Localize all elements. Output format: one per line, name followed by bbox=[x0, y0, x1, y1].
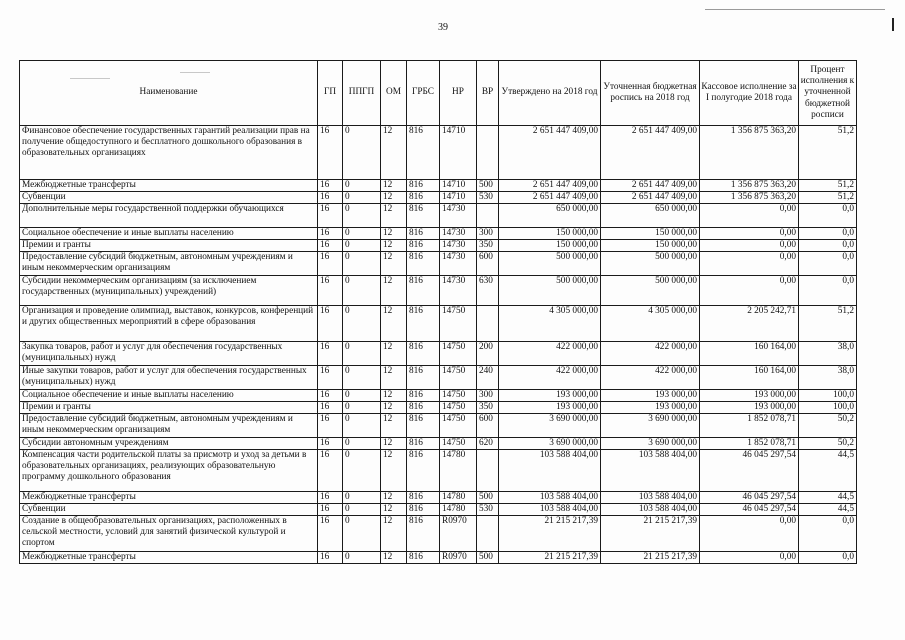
vr-cell bbox=[477, 450, 499, 492]
nr-cell: 14730 bbox=[440, 228, 477, 240]
col-header-grbs: ГРБС bbox=[407, 61, 440, 126]
vr-cell: 630 bbox=[477, 276, 499, 306]
cash-amount-cell: 0,00 bbox=[700, 240, 799, 252]
col-header-cash: Кассовое исполнение за I полугодие 2018 года bbox=[700, 61, 799, 126]
table-header-row bbox=[20, 61, 857, 126]
cash-amount-cell: 0,00 bbox=[700, 252, 799, 276]
refined-amount-cell: 2 651 447 409,00 bbox=[601, 180, 700, 192]
ppgp-cell: 0 bbox=[343, 402, 381, 414]
col-header-nr: НР bbox=[440, 61, 477, 126]
om-cell: 12 bbox=[381, 402, 407, 414]
approved-amount-cell: 2 651 447 409,00 bbox=[499, 192, 601, 204]
approved-amount-cell: 103 588 404,00 bbox=[499, 492, 601, 504]
nr-cell: 14730 bbox=[440, 204, 477, 228]
cash-amount-cell: 46 045 297,54 bbox=[700, 492, 799, 504]
percent-cell: 0,0 bbox=[799, 228, 857, 240]
percent-cell: 44,5 bbox=[799, 492, 857, 504]
percent-cell: 100,0 bbox=[799, 402, 857, 414]
ppgp-cell: 0 bbox=[343, 228, 381, 240]
nr-cell: 14780 bbox=[440, 450, 477, 492]
grbs-cell: 816 bbox=[407, 390, 440, 402]
col-header-percent: Процент исполнения к уточненной бюджетной росписи bbox=[799, 61, 857, 126]
vr-cell: 350 bbox=[477, 240, 499, 252]
ppgp-cell: 0 bbox=[343, 438, 381, 450]
table-row bbox=[20, 438, 857, 450]
gp-cell: 16 bbox=[318, 276, 343, 306]
ppgp-cell: 0 bbox=[343, 276, 381, 306]
row-name-cell: Субвенции bbox=[20, 192, 318, 204]
gp-cell: 16 bbox=[318, 204, 343, 228]
table-row bbox=[20, 252, 857, 276]
ppgp-cell: 0 bbox=[343, 492, 381, 504]
cash-amount-cell: 1 356 875 363,20 bbox=[700, 126, 799, 180]
vr-cell: 300 bbox=[477, 228, 499, 240]
percent-cell: 0,0 bbox=[799, 552, 857, 564]
refined-amount-cell: 422 000,00 bbox=[601, 366, 700, 390]
row-name-cell: Дополнительные меры государственной поддержки обучающихся bbox=[20, 204, 318, 228]
gp-cell: 16 bbox=[318, 228, 343, 240]
table-row bbox=[20, 180, 857, 192]
cash-amount-cell: 1 852 078,71 bbox=[700, 414, 799, 438]
table-row bbox=[20, 552, 857, 564]
om-cell: 12 bbox=[381, 192, 407, 204]
cash-amount-cell: 1 356 875 363,20 bbox=[700, 180, 799, 192]
table-row bbox=[20, 414, 857, 438]
table-row bbox=[20, 504, 857, 516]
nr-cell: R0970 bbox=[440, 516, 477, 552]
approved-amount-cell: 21 215 217,39 bbox=[499, 516, 601, 552]
row-name-cell: Субсидии некоммерческим организациям (за исключением государственных (муниципальных) учреждений) bbox=[20, 276, 318, 306]
percent-cell: 0,0 bbox=[799, 240, 857, 252]
grbs-cell: 816 bbox=[407, 504, 440, 516]
percent-cell: 44,5 bbox=[799, 504, 857, 516]
approved-amount-cell: 2 651 447 409,00 bbox=[499, 126, 601, 180]
vr-cell bbox=[477, 306, 499, 342]
om-cell: 12 bbox=[381, 240, 407, 252]
nr-cell: 14710 bbox=[440, 180, 477, 192]
row-name-cell: Создание в общеобразовательных организациях, расположенных в сельской местности, условий для занятий физической культурой и спортом bbox=[20, 516, 318, 552]
vr-cell: 600 bbox=[477, 252, 499, 276]
nr-cell: 14750 bbox=[440, 438, 477, 450]
approved-amount-cell: 21 215 217,39 bbox=[499, 552, 601, 564]
cash-amount-cell: 0,00 bbox=[700, 204, 799, 228]
approved-amount-cell: 150 000,00 bbox=[499, 240, 601, 252]
scan-edge-line bbox=[705, 9, 885, 10]
grbs-cell: 816 bbox=[407, 414, 440, 438]
ppgp-cell: 0 bbox=[343, 192, 381, 204]
grbs-cell: 816 bbox=[407, 228, 440, 240]
gp-cell: 16 bbox=[318, 516, 343, 552]
row-name-cell: Социальное обеспечение и иные выплаты населению bbox=[20, 228, 318, 240]
approved-amount-cell: 103 588 404,00 bbox=[499, 450, 601, 492]
gp-cell: 16 bbox=[318, 552, 343, 564]
ppgp-cell: 0 bbox=[343, 366, 381, 390]
grbs-cell: 816 bbox=[407, 492, 440, 504]
grbs-cell: 816 bbox=[407, 306, 440, 342]
nr-cell: 14750 bbox=[440, 414, 477, 438]
gp-cell: 16 bbox=[318, 342, 343, 366]
nr-cell: 14750 bbox=[440, 366, 477, 390]
budget-table bbox=[19, 60, 857, 564]
om-cell: 12 bbox=[381, 504, 407, 516]
vr-cell: 600 bbox=[477, 414, 499, 438]
om-cell: 12 bbox=[381, 492, 407, 504]
cash-amount-cell: 193 000,00 bbox=[700, 402, 799, 414]
approved-amount-cell: 650 000,00 bbox=[499, 204, 601, 228]
refined-amount-cell: 21 215 217,39 bbox=[601, 552, 700, 564]
gp-cell: 16 bbox=[318, 504, 343, 516]
table-row bbox=[20, 306, 857, 342]
refined-amount-cell: 103 588 404,00 bbox=[601, 492, 700, 504]
gp-cell: 16 bbox=[318, 180, 343, 192]
refined-amount-cell: 103 588 404,00 bbox=[601, 504, 700, 516]
ppgp-cell: 0 bbox=[343, 342, 381, 366]
gp-cell: 16 bbox=[318, 306, 343, 342]
refined-amount-cell: 150 000,00 bbox=[601, 240, 700, 252]
grbs-cell: 816 bbox=[407, 342, 440, 366]
row-name-cell: Финансовое обеспечение государственных гарантий реализации прав на получение общедоступного и бесплатного дошкольного образования в образовательных организациях bbox=[20, 126, 318, 180]
om-cell: 12 bbox=[381, 552, 407, 564]
col-header-om: ОМ bbox=[381, 61, 407, 126]
gp-cell: 16 bbox=[318, 438, 343, 450]
percent-cell: 38,0 bbox=[799, 342, 857, 366]
nr-cell: 14750 bbox=[440, 402, 477, 414]
ppgp-cell: 0 bbox=[343, 390, 381, 402]
approved-amount-cell: 2 651 447 409,00 bbox=[499, 180, 601, 192]
om-cell: 12 bbox=[381, 180, 407, 192]
percent-cell: 51,2 bbox=[799, 306, 857, 342]
ppgp-cell: 0 bbox=[343, 516, 381, 552]
percent-cell: 50,2 bbox=[799, 414, 857, 438]
vr-cell: 500 bbox=[477, 552, 499, 564]
approved-amount-cell: 193 000,00 bbox=[499, 402, 601, 414]
om-cell: 12 bbox=[381, 390, 407, 402]
row-name-cell: Межбюджетные трансферты bbox=[20, 492, 318, 504]
table-row bbox=[20, 516, 857, 552]
gp-cell: 16 bbox=[318, 192, 343, 204]
row-name-cell: Компенсация части родительской платы за присмотр и уход за детьми в образовательных организациях, реализующих образовательную программу дошкольного образования bbox=[20, 450, 318, 492]
refined-amount-cell: 193 000,00 bbox=[601, 390, 700, 402]
nr-cell: 14730 bbox=[440, 240, 477, 252]
approved-amount-cell: 3 690 000,00 bbox=[499, 438, 601, 450]
nr-cell: 14750 bbox=[440, 342, 477, 366]
grbs-cell: 816 bbox=[407, 204, 440, 228]
refined-amount-cell: 4 305 000,00 bbox=[601, 306, 700, 342]
row-name-cell: Социальное обеспечение и иные выплаты населению bbox=[20, 390, 318, 402]
ppgp-cell: 0 bbox=[343, 306, 381, 342]
percent-cell: 38,0 bbox=[799, 366, 857, 390]
percent-cell: 44,5 bbox=[799, 450, 857, 492]
refined-amount-cell: 500 000,00 bbox=[601, 252, 700, 276]
vr-cell: 500 bbox=[477, 492, 499, 504]
table-row bbox=[20, 240, 857, 252]
approved-amount-cell: 103 588 404,00 bbox=[499, 504, 601, 516]
row-name-cell: Премии и гранты bbox=[20, 402, 318, 414]
approved-amount-cell: 150 000,00 bbox=[499, 228, 601, 240]
cash-amount-cell: 2 205 242,71 bbox=[700, 306, 799, 342]
refined-amount-cell: 150 000,00 bbox=[601, 228, 700, 240]
om-cell: 12 bbox=[381, 306, 407, 342]
nr-cell: R0970 bbox=[440, 552, 477, 564]
row-name-cell: Субсидии автономным учреждениям bbox=[20, 438, 318, 450]
cash-amount-cell: 0,00 bbox=[700, 228, 799, 240]
gp-cell: 16 bbox=[318, 492, 343, 504]
percent-cell: 0,0 bbox=[799, 204, 857, 228]
ppgp-cell: 0 bbox=[343, 126, 381, 180]
gp-cell: 16 bbox=[318, 126, 343, 180]
grbs-cell: 816 bbox=[407, 552, 440, 564]
cash-amount-cell: 160 164,00 bbox=[700, 366, 799, 390]
cash-amount-cell: 1 852 078,71 bbox=[700, 438, 799, 450]
cash-amount-cell: 46 045 297,54 bbox=[700, 450, 799, 492]
om-cell: 12 bbox=[381, 414, 407, 438]
ppgp-cell: 0 bbox=[343, 552, 381, 564]
ppgp-cell: 0 bbox=[343, 240, 381, 252]
percent-cell: 0,0 bbox=[799, 516, 857, 552]
ppgp-cell: 0 bbox=[343, 180, 381, 192]
refined-amount-cell: 21 215 217,39 bbox=[601, 516, 700, 552]
approved-amount-cell: 500 000,00 bbox=[499, 252, 601, 276]
col-header-refined: Уточненная бюджетная роспись на 2018 год bbox=[601, 61, 700, 126]
grbs-cell: 816 bbox=[407, 402, 440, 414]
nr-cell: 14730 bbox=[440, 276, 477, 306]
approved-amount-cell: 500 000,00 bbox=[499, 276, 601, 306]
grbs-cell: 816 bbox=[407, 276, 440, 306]
cash-amount-cell: 0,00 bbox=[700, 516, 799, 552]
cash-amount-cell: 1 356 875 363,20 bbox=[700, 192, 799, 204]
table-row bbox=[20, 366, 857, 390]
vr-cell bbox=[477, 204, 499, 228]
col-header-gp: ГП bbox=[318, 61, 343, 126]
gp-cell: 16 bbox=[318, 252, 343, 276]
vr-cell: 530 bbox=[477, 504, 499, 516]
nr-cell: 14780 bbox=[440, 504, 477, 516]
page-number: 39 bbox=[438, 22, 448, 33]
gp-cell: 16 bbox=[318, 240, 343, 252]
grbs-cell: 816 bbox=[407, 252, 440, 276]
row-name-cell: Иные закупки товаров, работ и услуг для обеспечения государственных (муниципальных) нужд bbox=[20, 366, 318, 390]
percent-cell: 51,2 bbox=[799, 192, 857, 204]
grbs-cell: 816 bbox=[407, 192, 440, 204]
om-cell: 12 bbox=[381, 204, 407, 228]
refined-amount-cell: 2 651 447 409,00 bbox=[601, 192, 700, 204]
nr-cell: 14710 bbox=[440, 192, 477, 204]
row-name-cell: Межбюджетные трансферты bbox=[20, 552, 318, 564]
grbs-cell: 816 bbox=[407, 450, 440, 492]
table-row bbox=[20, 342, 857, 366]
col-header-vr: ВР bbox=[477, 61, 499, 126]
gp-cell: 16 bbox=[318, 402, 343, 414]
refined-amount-cell: 650 000,00 bbox=[601, 204, 700, 228]
row-name-cell: Организация и проведение олимпиад, выставок, конкурсов, конференций и других общественных мероприятий в сфере образования bbox=[20, 306, 318, 342]
vr-cell: 200 bbox=[477, 342, 499, 366]
percent-cell: 51,2 bbox=[799, 126, 857, 180]
col-header-approved: Утверждено на 2018 год bbox=[499, 61, 601, 126]
approved-amount-cell: 422 000,00 bbox=[499, 366, 601, 390]
vr-cell bbox=[477, 126, 499, 180]
table-row bbox=[20, 492, 857, 504]
row-name-cell: Межбюджетные трансферты bbox=[20, 180, 318, 192]
approved-amount-cell: 422 000,00 bbox=[499, 342, 601, 366]
table-row bbox=[20, 276, 857, 306]
om-cell: 12 bbox=[381, 438, 407, 450]
percent-cell: 100,0 bbox=[799, 390, 857, 402]
vr-cell: 350 bbox=[477, 402, 499, 414]
ppgp-cell: 0 bbox=[343, 504, 381, 516]
nr-cell: 14780 bbox=[440, 492, 477, 504]
cash-amount-cell: 0,00 bbox=[700, 552, 799, 564]
cash-amount-cell: 0,00 bbox=[700, 276, 799, 306]
grbs-cell: 816 bbox=[407, 240, 440, 252]
om-cell: 12 bbox=[381, 228, 407, 240]
refined-amount-cell: 3 690 000,00 bbox=[601, 414, 700, 438]
vr-cell: 300 bbox=[477, 390, 499, 402]
gp-cell: 16 bbox=[318, 390, 343, 402]
nr-cell: 14730 bbox=[440, 252, 477, 276]
grbs-cell: 816 bbox=[407, 438, 440, 450]
om-cell: 12 bbox=[381, 516, 407, 552]
refined-amount-cell: 103 588 404,00 bbox=[601, 450, 700, 492]
vr-cell: 530 bbox=[477, 192, 499, 204]
vr-cell: 240 bbox=[477, 366, 499, 390]
refined-amount-cell: 2 651 447 409,00 bbox=[601, 126, 700, 180]
ppgp-cell: 0 bbox=[343, 204, 381, 228]
row-name-cell: Предоставление субсидий бюджетным, автономным учреждениям и иным некоммерческим организациям bbox=[20, 252, 318, 276]
approved-amount-cell: 3 690 000,00 bbox=[499, 414, 601, 438]
grbs-cell: 816 bbox=[407, 180, 440, 192]
approved-amount-cell: 193 000,00 bbox=[499, 390, 601, 402]
om-cell: 12 bbox=[381, 450, 407, 492]
refined-amount-cell: 500 000,00 bbox=[601, 276, 700, 306]
grbs-cell: 816 bbox=[407, 366, 440, 390]
ppgp-cell: 0 bbox=[343, 414, 381, 438]
grbs-cell: 816 bbox=[407, 516, 440, 552]
om-cell: 12 bbox=[381, 366, 407, 390]
refined-amount-cell: 193 000,00 bbox=[601, 402, 700, 414]
om-cell: 12 bbox=[381, 342, 407, 366]
grbs-cell: 816 bbox=[407, 126, 440, 180]
table-row bbox=[20, 192, 857, 204]
om-cell: 12 bbox=[381, 276, 407, 306]
table-row bbox=[20, 390, 857, 402]
col-header-name: Наименование bbox=[20, 61, 318, 126]
refined-amount-cell: 422 000,00 bbox=[601, 342, 700, 366]
row-name-cell: Закупка товаров, работ и услуг для обеспечения государственных (муниципальных) нужд bbox=[20, 342, 318, 366]
ppgp-cell: 0 bbox=[343, 450, 381, 492]
col-header-ppgp: ППГП bbox=[343, 61, 381, 126]
nr-cell: 14750 bbox=[440, 306, 477, 342]
percent-cell: 0,0 bbox=[799, 276, 857, 306]
vr-cell: 500 bbox=[477, 180, 499, 192]
refined-amount-cell: 3 690 000,00 bbox=[601, 438, 700, 450]
gp-cell: 16 bbox=[318, 414, 343, 438]
row-name-cell: Субвенции bbox=[20, 504, 318, 516]
percent-cell: 51,2 bbox=[799, 180, 857, 192]
table-row bbox=[20, 126, 857, 180]
gp-cell: 16 bbox=[318, 450, 343, 492]
row-name-cell: Премии и гранты bbox=[20, 240, 318, 252]
ppgp-cell: 0 bbox=[343, 252, 381, 276]
gp-cell: 16 bbox=[318, 366, 343, 390]
table-row bbox=[20, 204, 857, 228]
percent-cell: 50,2 bbox=[799, 438, 857, 450]
om-cell: 12 bbox=[381, 126, 407, 180]
row-name-cell: Предоставление субсидий бюджетным, автономным учреждениям и иным некоммерческим организациям bbox=[20, 414, 318, 438]
table-row bbox=[20, 402, 857, 414]
vr-cell bbox=[477, 516, 499, 552]
nr-cell: 14750 bbox=[440, 390, 477, 402]
nr-cell: 14710 bbox=[440, 126, 477, 180]
percent-cell: 0,0 bbox=[799, 252, 857, 276]
cash-amount-cell: 160 164,00 bbox=[700, 342, 799, 366]
table-row bbox=[20, 450, 857, 492]
scan-edge-mark bbox=[892, 18, 894, 31]
vr-cell: 620 bbox=[477, 438, 499, 450]
cash-amount-cell: 193 000,00 bbox=[700, 390, 799, 402]
approved-amount-cell: 4 305 000,00 bbox=[499, 306, 601, 342]
cash-amount-cell: 46 045 297,54 bbox=[700, 504, 799, 516]
om-cell: 12 bbox=[381, 252, 407, 276]
table-row bbox=[20, 228, 857, 240]
